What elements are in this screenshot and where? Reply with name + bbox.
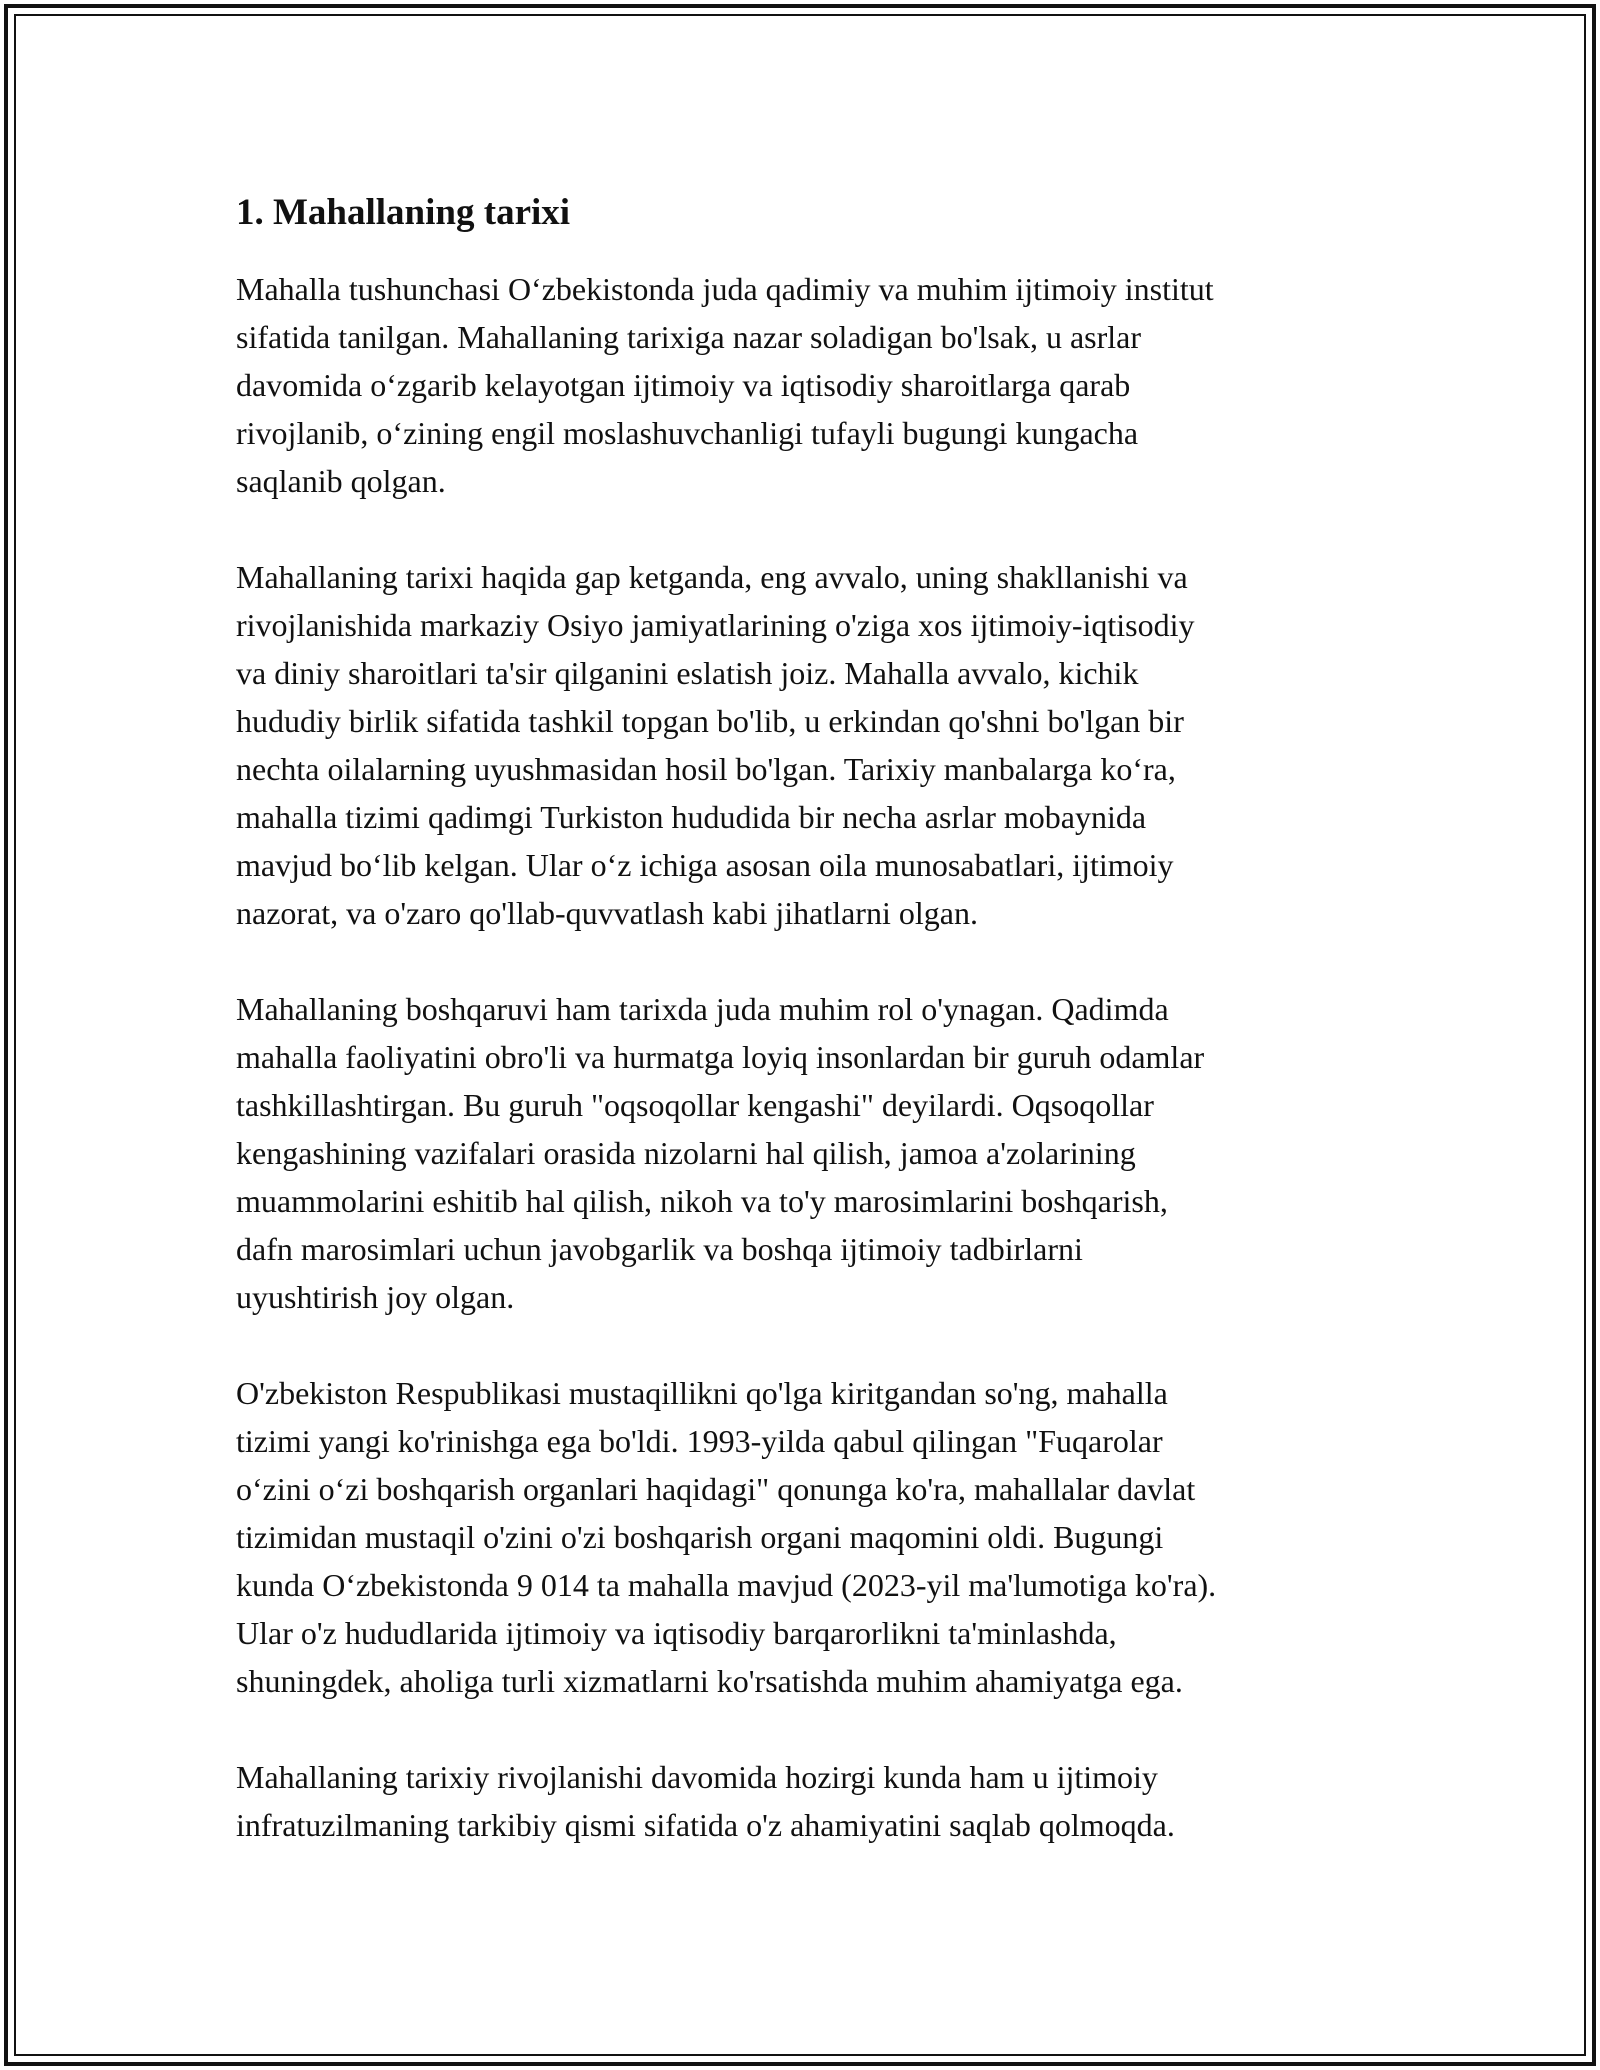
paragraph-origins: Mahallaning tarixi haqida gap ketganda, eng avvalo, uning shakllanishi va rivojlanishida markaziy Osiyo jamiyatlarining o'ziga xos ijtimoiy-iqtisodiy va diniy sharoitlari ta'sir qilganini eslatish joiz. Mahalla avvalo, kichik hududiy birlik sifatida tashkil topgan bo'lib, u erkindan qo'shni bo'lgan bir nechta oilalarning uyushmasidan hosil bo'lgan. Tarixiy manbalarga ko‘ra, mahalla tizimi qadimgi Turkiston hududida bir necha asrlar mobaynida mavjud bo‘lib kelgan. Ular o‘z ichiga asosan oila munosabatlari, ijtimoiy nazorat, va o'zaro qo'llab-quvvatlash kabi jihatlarni olgan. — [236, 559, 1195, 931]
paragraph-governance: Mahallaning boshqaruvi ham tarixda juda muhim rol o'ynagan. Qadimda mahalla faoliyatini obro'li va hurmatga loyiq insonlardan bir guruh odamlar tashkillashtirgan. Bu guruh "oqsoqollar kengashi" deyilardi. Oqsoqollar kengashining vazifalari orasida nizolarni hal qilish, jamoa a'zolarining muammolarini eshitib hal qilish, nikoh va to'y marosimlarini boshqarish, dafn marosimlari uchun javobgarlik va boshqa ijtimoiy tadbirlarni uyushtirish joy olgan. — [236, 991, 1205, 1315]
section-heading: 1. Mahallaning tarixi — [236, 192, 571, 233]
paragraph-intro: Mahalla tushunchasi O‘zbekistonda juda qadimiy va muhim ijtimoiy institut sifatida tanilgan. Mahallaning tarixiga nazar soladigan bo'lsak, u asrlar davomida o‘zgarib kelayotgan ijtimoiy va iqtisodiy sharoitlarga qarab rivojlanib, o‘zining engil moslashuvchanligi tufayli bugungi kungacha saqlanib qolgan. — [236, 271, 1214, 499]
document-body — [236, 188, 1396, 1849]
paragraph-conclusion: Mahallaning tarixiy rivojlanishi davomida hozirgi kunda ham u ijtimoiy infratuzilmaning tarkibiy qismi sifatida o'z ahamiyatini saqlab qolmoqda. — [236, 1759, 1175, 1843]
paragraph-independence: O'zbekiston Respublikasi mustaqillikni qo'lga kiritgandan so'ng, mahalla tizimi yangi ko'rinishga ega bo'ldi. 1993-yilda qabul qilingan "Fuqarolar o‘zini o‘zi boshqarish organlari haqidagi" qonunga ko'ra, mahallalar davlat tizimidan mustaqil o'zini o'zi boshqarish organi maqomini oldi. Bugungi kunda O‘zbekistonda 9 014 ta mahalla mavjud (2023-yil ma'lumotiga ko'ra). Ular o'z hududlarida ijtimoiy va iqtisodiy barqarorlikni ta'minlashda, shuningdek, aholiga turli xizmatlarni ko'rsatishda muhim ahamiyatga ega. — [236, 1375, 1217, 1699]
